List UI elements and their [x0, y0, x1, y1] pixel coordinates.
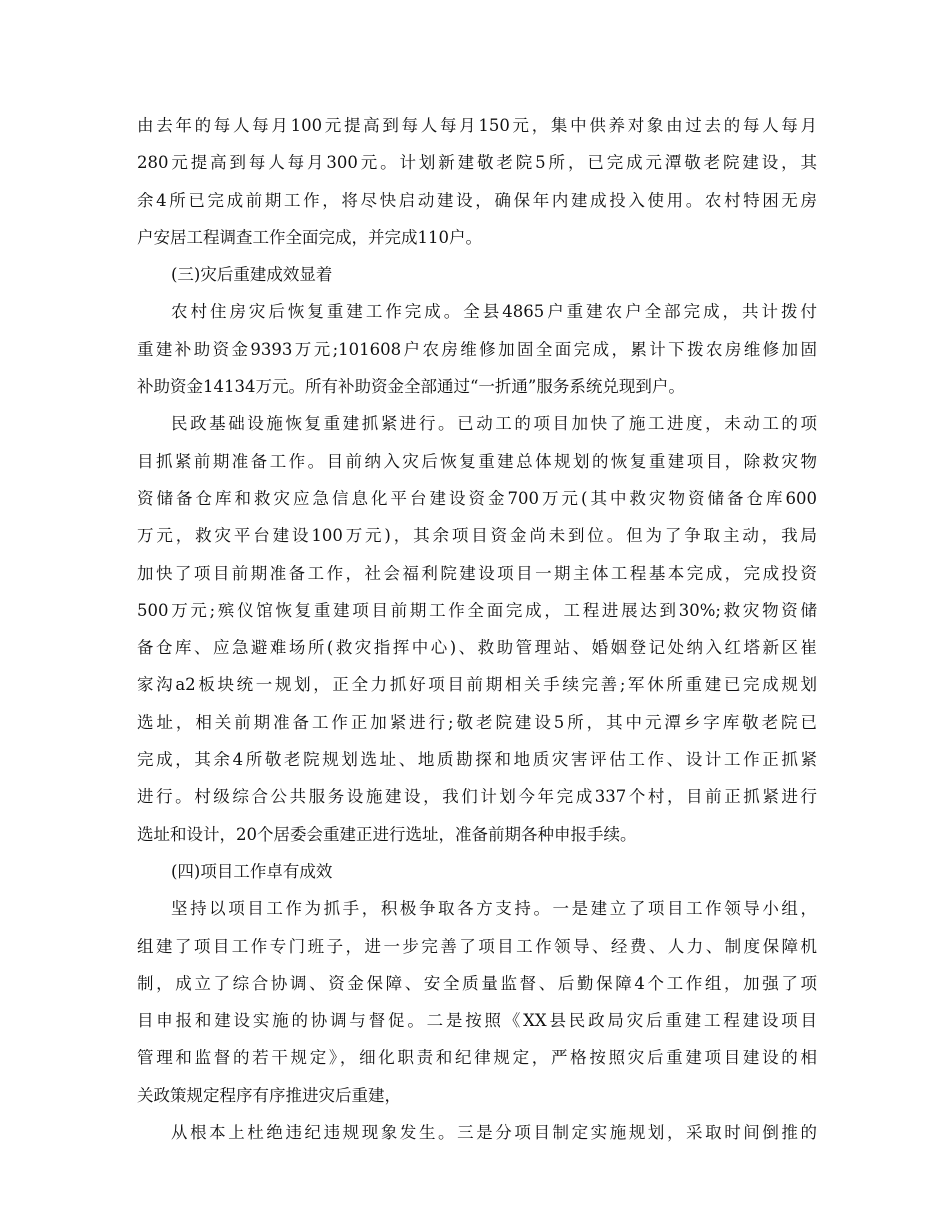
text-line: 余4所已完成前期工作，将尽快启动建设，确保年内建成投入使用。农村特困无房: [137, 190, 817, 210]
text-line: 完成，其余4所敬老院规划选址、地质勘探和地质灾害评估工作、设计工作正抓紧: [137, 750, 817, 770]
text-line: 户安居工程调查工作全面完成，并完成110户。: [137, 227, 482, 247]
text-line: 万元，救灾平台建设100万元)，其余项目资金尚未到位。但为了争取主动，我局: [137, 526, 817, 546]
text-line: 资储备仓库和救灾应急信息化平台建设资金700万元(其中救灾物资储备仓库600: [137, 488, 817, 508]
text-line: 由去年的每人每月100元提高到每人每月150元，集中供养对象由过去的每人每月: [137, 116, 817, 135]
text-line: 目抓紧前期准备工作。目前纳入灾后恢复重建总体规划的恢复重建项目，除救灾物: [137, 451, 817, 471]
text-line: 管理和监督的若干规定》，细化职责和纪律规定，严格按照灾后重建项目建设的相: [137, 1048, 817, 1068]
text-line: (三)灾后重建成效显着: [171, 265, 333, 285]
text-line: 目申报和建设实施的协调与督促。二是按照《XX县民政局灾后重建工程建设项目: [137, 1011, 817, 1031]
text-line: 备仓库、应急避难场所(救灾指挥中心)、救助管理站、婚姻登记处纳入红塔新区崔: [137, 638, 817, 658]
text-line: 家沟a2板块统一规划，正全力抓好项目前期相关手续完善;军休所重建已完成规划: [137, 675, 817, 695]
text-line: 关政策规定程序有序推进灾后重建，: [137, 1085, 401, 1105]
text-line: 组建了项目工作专门班子，进一步完善了项目工作领导、经费、人力、制度保障机: [137, 936, 817, 956]
text-line: 选址，相关前期准备工作正加紧进行;敬老院建设5所，其中元潭乡字库敬老院已: [137, 712, 817, 732]
text-line: 选址和设计，20个居委会重建正进行选址，准备前期各种申报手续。: [137, 824, 637, 844]
text-line: 重建补助资金9393万元;101608户农房维修加固全面完成，累计下拨农房维修加固: [137, 339, 817, 359]
text-line: 坚持以项目工作为抓手，积极争取各方支持。一是建立了项目工作领导小组，: [171, 899, 817, 919]
text-line: 280元提高到每人每月300元。计划新建敬老院5所，已完成元潭敬老院建设，其: [137, 153, 817, 173]
text-line: 进行。村级综合公共服务设施建设，我们计划今年完成337个村，目前正抓紧进行: [137, 787, 817, 807]
text-line: (四)项目工作卓有成效: [171, 861, 333, 881]
text-line: 加快了项目前期准备工作，社会福利院建设项目一期主体工程基本完成，完成投资: [137, 563, 817, 583]
text-line: 民政基础设施恢复重建抓紧进行。已动工的项目加快了施工进度，未动工的项: [171, 414, 817, 434]
text-line: 500万元;殡仪馆恢复重建项目前期工作全面完成，工程进展达到30%;救灾物资储: [137, 600, 817, 620]
document-body: [137, 107, 817, 1151]
text-line: 从根本上杜绝违纪违规现象发生。三是分项目制定实施规划，采取时间倒推的: [171, 1123, 817, 1143]
text-line: 补助资金14134万元。所有补助资金全部通过“一折通”服务系统兑现到户。: [137, 377, 685, 397]
text-line: 制，成立了综合协调、资金保障、安全质量监督、后勤保障4个工作组，加强了项: [137, 973, 817, 993]
text-line: 农村住房灾后恢复重建工作完成。全县4865户重建农户全部完成，共计拨付: [171, 302, 817, 322]
